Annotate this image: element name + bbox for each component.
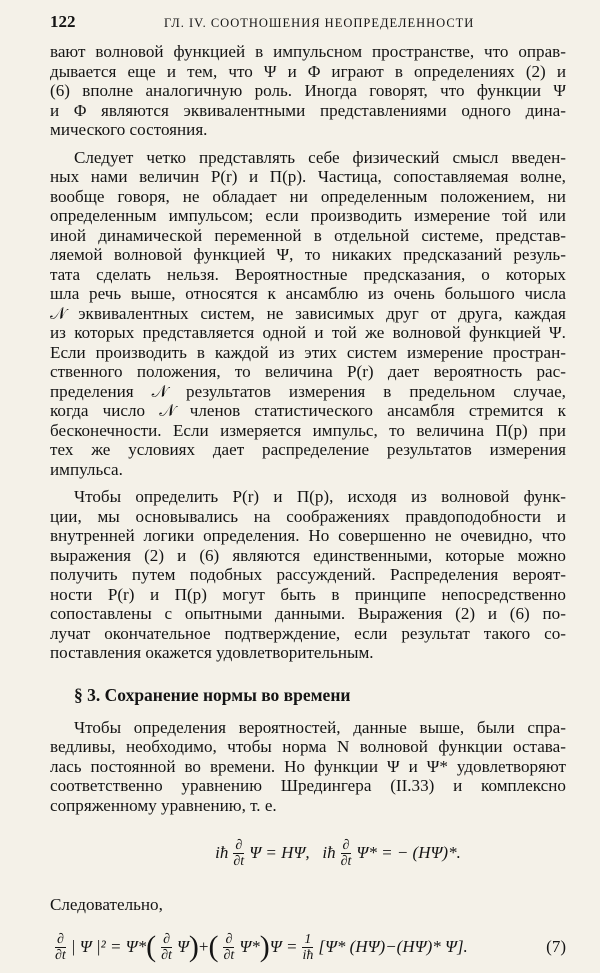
partial-derivative — [231, 838, 246, 869]
text-line: Если производить в каждой из этих систем измерение простран- — [50, 342, 566, 362]
paragraph-1 — [50, 42, 566, 140]
text-line: вают волновой функцией в импульсном пространстве, что оправ- — [50, 42, 566, 61]
text-line: внутренней логики определения. Но совершенно не очевидно, что — [50, 526, 566, 545]
fraction-numerator: ∂ — [342, 837, 350, 853]
fraction-denominator: ∂t — [161, 947, 172, 963]
fraction — [300, 932, 315, 963]
text-line: ведливы, необходимо, чтобы норма N волновой функции остава- — [50, 737, 566, 756]
text-line: тех же условиях дает распределение результатов измерения — [50, 440, 566, 459]
text-line: сопоставлены с опытными данными. Выражения (2) и (6) по- — [50, 604, 566, 623]
text-line: вообще говоря, не обладает ни определенным положением, ни — [50, 186, 566, 206]
formula-term: iħ — [215, 843, 229, 862]
text-line: определенным импульсом; если производить измерение той или — [50, 206, 566, 225]
text-line: иной динамической переменной в отдельной системе, представ- — [50, 225, 566, 245]
partial-derivative — [222, 932, 237, 963]
text-line: импульса. — [50, 459, 123, 479]
section-heading: § 3. Сохранение нормы во времени — [74, 684, 351, 705]
fraction-denominator: ∂t — [223, 947, 235, 963]
formula-term: | Ψ |² = Ψ* — [70, 937, 147, 956]
text-line: тата сделать нельзя. Вероятностные предсказания, о которых — [50, 264, 566, 284]
schrodinger-equations — [50, 829, 566, 877]
text-line: Чтобы определения вероятностей, данные выше, были спра- — [74, 717, 566, 737]
text-line: сопряженному уравнению, т. е. — [50, 795, 277, 815]
formula-term: [Ψ* (HΨ)−(HΨ)* Ψ]. — [318, 937, 468, 956]
text-line: и Φ являются эквивалентными представлениями одного дина- — [50, 100, 566, 120]
text-line: дывается еще и тем, что Ψ и Φ играют в определениях (2) и — [50, 61, 566, 81]
text-line: когда число 𝒩 членов статистического ансамбля стремится к — [50, 401, 566, 420]
text-line: ляемой волновой функцией Ψ, то никаких предсказаний резуль- — [50, 245, 566, 264]
left-paren: ( — [208, 930, 219, 963]
fraction-numerator: ∂ — [163, 931, 170, 947]
text-line: шла речь выше, относятся к ансамблю из очень большого числа — [50, 284, 566, 303]
paragraph-4 — [50, 718, 566, 816]
text-line: ности P(r) и Π(p) могут быть в принципе непосредственно — [50, 584, 566, 604]
page-header — [50, 12, 566, 42]
partial-derivative — [339, 838, 354, 869]
text-line: лучат окончательное подтверждение, если результат такого со- — [50, 623, 566, 643]
norm-derivative-equation — [50, 921, 566, 973]
formula-term: Ψ = — [269, 937, 298, 956]
equation-number: (7) — [546, 937, 566, 956]
fraction-numerator: 1 — [304, 931, 312, 947]
fraction-numerator: ∂ — [235, 837, 243, 853]
paragraph-2 — [50, 148, 566, 480]
partial-derivative — [159, 932, 174, 963]
left-paren: ( — [146, 930, 157, 963]
conclusion-text: Следовательно, — [50, 895, 163, 914]
text-line: мического состояния. — [50, 120, 208, 139]
text-line: пределения 𝒩 результатов измерения в предельном случае, — [50, 381, 566, 401]
text-line: поставления окажется удовлетворительным. — [50, 643, 374, 662]
page-number: 122 — [50, 12, 76, 31]
right-paren: ) — [259, 930, 270, 963]
text-line: (6) вполне аналогичную роль. Иногда говорят, что функции Ψ — [50, 81, 566, 100]
text-line: соответственно уравнению Шредингера (II.33) и комплексно — [50, 776, 566, 795]
text-line: ственного положения, то величина P(r) дает вероятность рас- — [50, 362, 566, 381]
fraction-denominator: ∂t — [55, 947, 66, 963]
text-line: ции, мы основывались на соображениях правдоподобности и — [50, 506, 566, 526]
fraction-denominator: iħ — [302, 947, 314, 963]
formula-term: Ψ* = − (HΨ)*. — [356, 843, 461, 862]
text-line: лась постоянной во времени. Но функции Ψ и Ψ* удовлетворяют — [50, 756, 566, 776]
formula-term: Ψ — [176, 937, 189, 956]
text-line: выражения (2) и (6) являются единственными, которые можно — [50, 545, 566, 565]
text-line: ных нами величин P(r) и Π(p). Частица, сопоставляемая волне, — [50, 167, 566, 186]
text-line: бесконечности. Если измеряется импульс, то величина Π(p) при — [50, 420, 566, 440]
paragraph-3 — [50, 487, 566, 663]
formula-term: Ψ* — [239, 937, 260, 956]
text-line: Чтобы определить P(r) и Π(p), исходя из волновой функ- — [74, 487, 566, 506]
fraction-numerator: ∂ — [225, 931, 233, 947]
fraction-denominator: ∂t — [340, 853, 352, 869]
text-line: Следует четко представлять себе физический смысл введен- — [74, 147, 566, 167]
right-paren: ) — [188, 930, 199, 963]
fraction-numerator: ∂ — [56, 931, 64, 947]
formula-term: + — [198, 937, 209, 956]
fraction-denominator: ∂t — [233, 853, 245, 869]
partial-derivative — [53, 932, 68, 963]
text-line: 𝒩 эквивалентных систем, не зависимых друг от друга, каждая — [50, 303, 566, 323]
text-line: получить путем подобных рассуждений. Распределения вероят- — [50, 565, 566, 584]
formula-term: Ψ = HΨ, iħ — [249, 843, 336, 862]
text-line: из которых представляется одной и той же волновой функцией Ψ. — [50, 323, 566, 342]
running-title: ГЛ. IV. СООТНОШЕНИЯ НЕОПРЕДЕЛЕННОСТИ — [164, 16, 475, 30]
